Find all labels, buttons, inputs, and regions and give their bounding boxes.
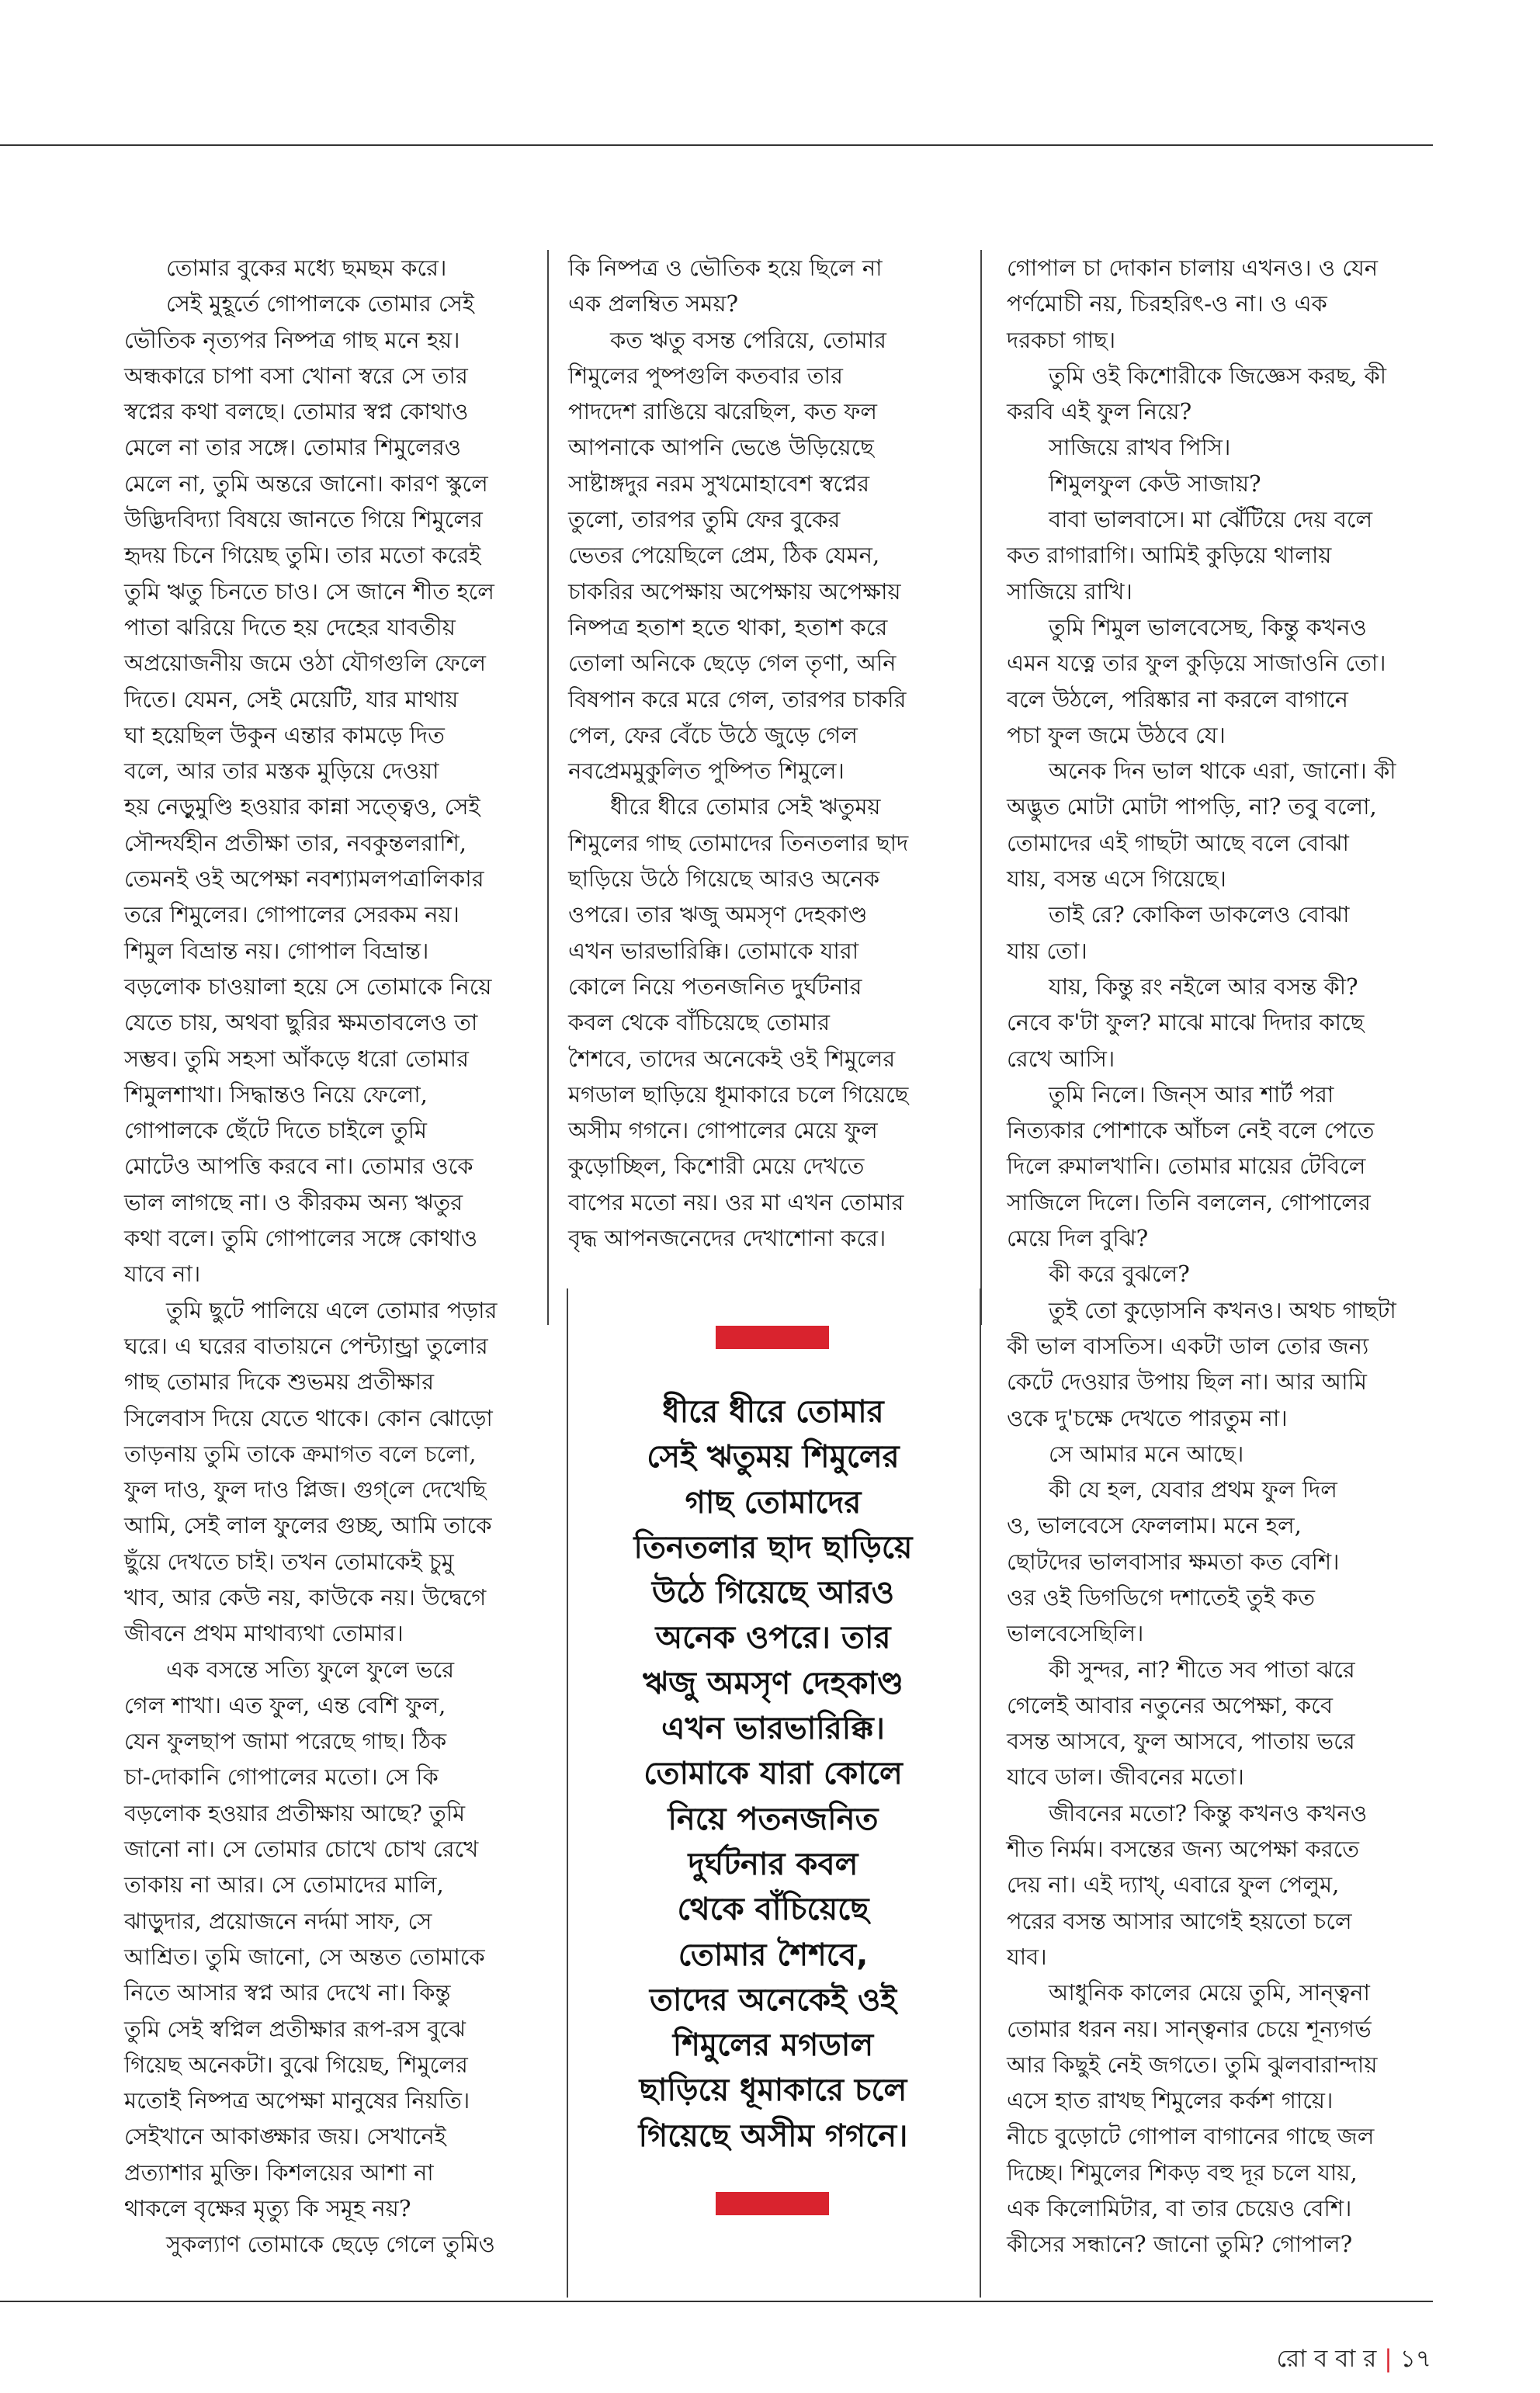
text-line: মগডাল ছাড়িয়ে ধূমাকারে চলে গিয়েছে (568, 1080, 909, 1108)
text-line: আর কিছুই নেই জগতে। তুমি ঝুলবারান্দায় (1007, 2051, 1378, 2078)
text-line: যাবে না। (124, 1261, 201, 1288)
text-line: আপনাকে আপনি ভেঙে উড়িয়েছে (568, 434, 874, 461)
pullquote-line: সেই ঋতুময় শিমুলের (647, 1439, 900, 1476)
text-line: ভেতর পেয়েছিলে প্রেম, ঠিক যেমন, (568, 542, 880, 569)
text-line: যায়, কিন্তু রং নইলে আর বসন্ত কী? (1049, 973, 1358, 1000)
text-line: জানো না। সে তোমার চোখে চোখ রেখে (124, 1836, 479, 1863)
text-line: আধুনিক কালের মেয়ে তুমি, সান্ত্বনা (1049, 1979, 1370, 2006)
text-line: সাজিলে দিলে। তিনি বললেন, গোপালের (1007, 1188, 1371, 1216)
text-line: গোপালকে ছেঁটে দিতে চাইলে তুমি (124, 1117, 428, 1144)
text-line: কোলে নিয়ে পতনজনিত দুর্ঘটনার (568, 973, 862, 1000)
text-line: অদ্ভুত মোটা মোটা পাপড়ি, না? তবু বলো, (1007, 793, 1377, 820)
text-line: চা-দোকানি গোপালের মতো। সে কি (124, 1764, 439, 1791)
text-line: নেবে ক'টা ফুল? মাঝে মাঝে দিদার কাছে (1007, 1009, 1365, 1036)
text-line: সৌন্দর্যহীন প্রতীক্ষা তার, নবকুন্তলরাশি, (124, 829, 467, 856)
text-line: অসীম গগনে। গোপালের মেয়ে ফুল (568, 1117, 878, 1144)
text-line: তুই তো কুড়োসনি কখনও। অথচ গাছটা (1049, 1296, 1396, 1323)
text-line: দিলে রুমালখানি। তোমার মায়ের টেবিলে (1007, 1153, 1366, 1180)
text-line: সেইখানে আকাঙ্ক্ষার জয়। সেখানেই (124, 2123, 446, 2150)
text-line: কবল থেকে বাঁচিয়েছে তোমার (568, 1009, 831, 1036)
pullquote-line: শিমুলের মগডাল (672, 2027, 874, 2064)
text-line: যেতে চায়, অথবা ছুরির ক্ষমতাবলেও তা (124, 1009, 478, 1036)
text-line: সাজিয়ে রাখব পিসি। (1049, 434, 1231, 461)
text-line: ভৌতিক নৃত্যপর নিষ্পত্র গাছ মনে হয়। (124, 326, 460, 353)
text-line: তুমি ঋতু চিনতে চাও। সে জানে শীত হলে (124, 577, 494, 605)
text-line: কেটে দেওয়ার উপায় ছিল না। আর আমি (1007, 1368, 1367, 1396)
text-line: গেলেই আবার নতুনের অপেক্ষা, কবে (1007, 1691, 1333, 1718)
pullquote-line: থেকে বাঁচিয়েছে (677, 1892, 869, 1928)
text-line: এক বসন্তে সত্যি ফুলে ফুলে ভরে (166, 1656, 455, 1683)
pullquote-line: ধীরে ধীরে তোমার (662, 1394, 884, 1430)
text-line: তোমার বুকের মধ্যে ছমছম করে। (166, 255, 447, 281)
pullquote-line: দুর্ঘটনার কবল (688, 1846, 858, 1882)
pullquote-divider-right (980, 1288, 981, 2298)
pullquote-top-bar (716, 1326, 829, 1349)
text-line: কথা বলে। তুমি গোপালের সঙ্গে কোথাও (124, 1225, 478, 1252)
text-line: যায়, বসন্ত এসে গিয়েছে। (1007, 865, 1226, 893)
text-line: বড়লোক হওয়ার প্রতীক্ষায় আছে? তুমি (124, 1799, 466, 1826)
text-line: এমন যত্নে তার ফুল কুড়িয়ে সাজাওনি তো। (1007, 650, 1386, 677)
pullquote (582, 1389, 964, 2159)
text-line: প্রত্যাশার মুক্তি। কিশলয়ের আশা না (124, 2159, 434, 2186)
text-line: কী ভাল বাসতিস। একটা ডাল তোর জন্য (1007, 1332, 1369, 1359)
text-line: তাকায় না আর। সে তোমাদের মালি, (124, 1871, 444, 1899)
text-line: জীবনের মতো? কিন্তু কখনও কখনও (1049, 1799, 1368, 1826)
text-line: দিচ্ছে। শিমুলের শিকড় বহু দূর চলে যায়, (1007, 2159, 1358, 2186)
text-line: সাষ্টাঙ্গদুর নরম সুখমোহাবেশ স্বপ্নের (568, 470, 870, 497)
text-line: মেলে না তার সঙ্গে। তোমার শিমুলেরও (124, 434, 461, 461)
text-line: ভালবেসেছিলি। (1007, 1620, 1144, 1647)
text-line: ঘরে। এ ঘরের বাতায়নে পেন্ট্যান্ড্রা তুলোর (124, 1332, 488, 1359)
pullquote-line: তিনতলার ছাদ ছাড়িয়ে (633, 1529, 913, 1566)
text-line: এক প্রলম্বিত সময়? (568, 290, 739, 317)
text-line: কত রাগারাগি। আমিই কুড়িয়ে থালায় (1007, 542, 1332, 569)
text-line: করবি এই ফুল নিয়ে? (1007, 398, 1192, 425)
page-number: ১৭ (1400, 2345, 1431, 2373)
text-line: পরের বসন্ত আসার আগেই হয়তো চলে (1007, 1907, 1352, 1934)
text-line: সে আমার মনে আছে। (1049, 1440, 1244, 1467)
text-line: ঝাড়ুদার, প্রয়োজনে নর্দমা সাফ, সে (124, 1907, 432, 1934)
text-line: গিয়েছ অনেকটা। বুঝে গিয়েছ, শিমুলের (124, 2051, 468, 2078)
text-line: ছুঁয়ে দেখতে চাই। তখন তোমাকেই চুমু (124, 1548, 454, 1575)
text-line: তাই রে? কোকিল ডাকলেও বোঝা (1049, 901, 1350, 928)
text-line: শিমুল বিভ্রান্ত নয়। গোপাল বিভ্রান্ত। (124, 937, 429, 964)
bottom-rule (0, 2301, 1433, 2302)
pullquote-divider-left (567, 1288, 568, 2298)
text-line: শিমুলের গাছ তোমাদের তিনতলার ছাদ (568, 829, 909, 856)
text-line: হৃদয় চিনে গিয়েছ তুমি। তার মতো করেই (124, 542, 481, 569)
text-line: গোপাল চা দোকান চালায় এখনও। ও যেন (1007, 255, 1379, 281)
article-column-3 (1007, 250, 1434, 2263)
text-line: ছোটদের ভালবাসার ক্ষমতা কত বেশি। (1007, 1548, 1340, 1575)
text-line: সিলেবাস দিয়ে যেতে থাকে। কোন ঝোড়ো (124, 1404, 493, 1431)
text-line: কী যে হল, যেবার প্রথম ফুল দিল (1049, 1476, 1337, 1503)
text-line: পাদদেশ রাঙিয়ে ঝরেছিল, কত ফল (568, 398, 878, 425)
text-line: সুকল্যাণ তোমাকে ছেড়ে গেলে তুমিও (166, 2231, 495, 2258)
footer-separator: | (1384, 2345, 1393, 2373)
pullquote-line: এখন ভারভারিক্কি। (661, 1711, 885, 1747)
text-line: শিমুলফুল কেউ সাজায়? (1049, 470, 1261, 497)
text-line: এসে হাত রাখছ শিমুলের কর্কশ গায়ে। (1007, 2087, 1334, 2114)
text-line: শিমুলের পুষ্পগুলি কতবার তার (568, 362, 843, 389)
pullquote-line: অনেক ওপরে। তার (655, 1620, 891, 1656)
text-line: তেমনই ওই অপেক্ষা নবশ্যামলপত্রালিকার (124, 865, 484, 893)
text-line: বড়লোক চাওয়ালা হয়ে সে তোমাকে নিয়ে (124, 973, 492, 1000)
text-line: তাড়নায় তুমি তাকে ক্রমাগত বলে চলো, (124, 1440, 477, 1467)
text-line: তুমি শিমুল ভালবেসেছ, কিন্তু কখনও (1049, 613, 1367, 640)
pullquote-line: উঠে গিয়েছে আরও (651, 1575, 895, 1611)
text-line: যাবে ডাল। জীবনের মতো। (1007, 1764, 1244, 1791)
text-line: কি নিষ্পত্র ও ভৌতিক হয়ে ছিলে না (568, 255, 883, 281)
text-line: গেল শাখা। এত ফুল, এন্ত বেশি ফুল, (124, 1691, 446, 1718)
top-rule (0, 144, 1433, 146)
text-line: পাতা ঝরিয়ে দিতে হয় দেহের যাবতীয় (124, 613, 456, 640)
text-line: সাজিয়ে রাখি। (1007, 577, 1132, 605)
text-line: যেন ফুলছাপ জামা পরেছে গাছ। ঠিক (124, 1728, 447, 1755)
text-line: উদ্ভিদবিদ্যা বিষয়ে জানতে গিয়ে শিমুলের (124, 506, 483, 533)
text-line: বাবা ভালবাসে। মা ঝেঁটিয়ে দেয় বলে (1049, 506, 1373, 533)
text-line: শীত নির্মম। বসন্তের জন্য অপেক্ষা করতে (1007, 1836, 1360, 1863)
text-line: ওপরে। তার ঋজু অমসৃণ দেহকাণ্ড (568, 901, 868, 928)
text-line: ও, ভালবেসে ফেললাম। মনে হল, (1007, 1512, 1302, 1539)
text-line: কী করে বুঝলে? (1049, 1261, 1190, 1288)
text-line: কত ঋতু বসন্ত পেরিয়ে, তোমার (610, 326, 887, 353)
pullquote-line: নিয়ে পতনজনিত (668, 1801, 879, 1837)
text-line: ওর ওই ডিগডিগে দশাতেই তুই কত (1007, 1583, 1315, 1611)
text-line: পর্ণমোচী নয়, চিরহরিৎ-ও না। ও এক (1007, 290, 1327, 317)
text-line: নিত্যকার পোশাকে আঁচল নেই বলে পেতে (1007, 1117, 1375, 1144)
article-column-2 (568, 250, 956, 1256)
column-divider-right (980, 250, 982, 1325)
text-line: থাকলে বৃক্ষের মৃত্যু কি সমূহ নয়? (124, 2195, 411, 2222)
text-line: দেয় না। এই দ্যাখ্‌, এবারে ফুল পেলুম, (1007, 1871, 1340, 1899)
text-line: মেলে না, তুমি অন্তরে জানো। কারণ স্কুলে (124, 470, 488, 497)
text-line: যাব। (1007, 1943, 1047, 1970)
pullquote-line: তোমার শৈশবে, (678, 1937, 869, 1973)
text-line: নিতে আসার স্বপ্ন আর দেখে না। কিন্তু (124, 1979, 451, 2006)
text-line: দরকচা গাছ। (1007, 326, 1116, 353)
text-line: জীবনে প্রথম মাথাব্যথা তোমার। (124, 1620, 404, 1647)
pullquote-line: ঋজু অমসৃণ দেহকাণ্ড (643, 1665, 904, 1701)
text-line: অনেক দিন ভাল থাকে এরা, জানো। কী (1049, 758, 1396, 785)
text-line: তুমি নিলে। জিন্‌স আর শার্ট পরা (1049, 1080, 1334, 1108)
pullquote-line: গিয়েছে অসীম গগনে। (638, 2117, 908, 2154)
text-line: ওকে দু'চক্ষে দেখতে পারতুম না। (1007, 1404, 1288, 1431)
text-line: বৃদ্ধ আপনজনেদের দেখাশোনা করে। (568, 1225, 886, 1252)
column-divider-left (547, 250, 549, 1325)
text-line: মেয়ে দিল বুঝি? (1007, 1225, 1149, 1252)
text-line: দিতে। যেমন, সেই মেয়েটি, যার মাথায় (124, 685, 459, 713)
text-line: নবপ্রেমমুকুলিত পুষ্পিত শিমুলে। (568, 758, 845, 785)
text-line: সম্ভব। তুমি সহসা আঁকড়ে ধরো তোমার (124, 1045, 469, 1072)
text-line: বিষপান করে মরে গেল, তারপর চাকরি (568, 685, 907, 713)
text-line: নিষ্পত্র হতাশ হতে থাকা, হতাশ করে (568, 613, 888, 640)
text-line: যায় তো। (1007, 937, 1087, 964)
text-line: চাকরির অপেক্ষায় অপেক্ষায় অপেক্ষায় (568, 577, 901, 605)
text-line: স্বপ্নের কথা বলছে। তোমার স্বপ্ন কোথাও (124, 398, 469, 425)
text-line: সেই মুহূর্তে গোপালকে তোমার সেই (166, 290, 474, 317)
text-line: আমি, সেই লাল ফুলের গুচ্ছ, আমি তাকে (124, 1512, 492, 1539)
text-line: অপ্রয়োজনীয় জমে ওঠা যৌগগুলি ফেলে (124, 650, 486, 677)
text-line: গাছ তোমার দিকে শুভময় প্রতীক্ষার (124, 1368, 435, 1396)
text-line: খাব, আর কেউ নয়, কাউকে নয়। উদ্বেগে (124, 1583, 487, 1611)
pullquote-line: তাদের অনেকেই ওই (649, 1982, 897, 2018)
text-line: মোটেও আপত্তি করবে না। তোমার ওকে (124, 1153, 473, 1180)
pullquote-line: গাছ তোমাদের (685, 1484, 862, 1521)
text-line: পচা ফুল জমে উঠবে যে। (1007, 721, 1226, 748)
text-line: রেখে আসি। (1007, 1045, 1115, 1072)
text-line: পেল, ফের বেঁচে উঠে জুড়ে গেল (568, 721, 858, 748)
text-line: তুমি ছুটে পালিয়ে এলে তোমার পড়ার (166, 1296, 498, 1323)
text-line: ধীরে ধীরে তোমার সেই ঋতুময় (610, 793, 881, 820)
text-line: মতোই নিষ্পত্র অপেক্ষা মানুষের নিয়তি। (124, 2087, 470, 2114)
text-line: তোলা অনিকে ছেড়ে গেল তৃণা, অনি (568, 650, 897, 677)
page-footer (1277, 2340, 1431, 2381)
text-line: শিমুলশাখা। সিদ্ধান্তও নিয়ে ফেলো, (124, 1080, 428, 1108)
text-line: অন্ধকারে চাপা বসা খোনা স্বরে সে তার (124, 362, 468, 389)
text-line: বসন্ত আসবে, ফুল আসবে, পাতায় ভরে (1007, 1728, 1355, 1755)
text-line: ঘা হয়েছিল উকুন এন্তার কামড়ে দিত (124, 721, 445, 748)
pullquote-bottom-bar (716, 2192, 829, 2215)
text-line: এখন ভারভারিক্কি। তোমাকে যারা (568, 937, 859, 964)
text-line: ফুল দাও, ফুল দাও প্লিজ। গুগ্‌লে দেখেছি (124, 1476, 487, 1503)
text-line: কুড়োচ্ছিল, কিশোরী মেয়ে দেখতে (568, 1153, 865, 1180)
text-line: কীসের সন্ধানে? জানো তুমি? গোপাল? (1007, 2231, 1353, 2258)
pullquote-line: ছাড়িয়ে ধূমাকারে চলে (639, 2072, 907, 2109)
text-line: শৈশবে, তাদের অনেকেই ওই শিমুলের (568, 1045, 896, 1072)
text-line: তুমি সেই স্বপ্নিল প্রতীক্ষার রূপ-রস বুঝে (124, 2015, 466, 2042)
text-line: এক কিলোমিটার, বা তার চেয়েও বেশি। (1007, 2195, 1352, 2222)
text-line: আশ্রিত। তুমি জানো, সে অন্তত তোমাকে (124, 1943, 485, 1970)
magazine-name: রো ব বা র (1276, 2345, 1377, 2373)
text-line: বলে উঠলে, পরিষ্কার না করলে বাগানে (1007, 685, 1348, 713)
text-line: বাপের মতো নয়। ওর মা এখন তোমার (568, 1188, 904, 1216)
text-line: তোমার ধরন নয়। সান্ত্বনার চেয়ে শূন্যগর্ভ (1007, 2015, 1372, 2042)
text-line: নীচে বুড়োটে গোপাল বাগানের গাছে জল (1007, 2123, 1375, 2150)
pullquote-line: তোমাকে যারা কোলে (643, 1756, 903, 1792)
text-line: ছাড়িয়ে উঠে গিয়েছে আরও অনেক (568, 865, 880, 893)
text-line: বলে, আর তার মস্তক মুড়িয়ে দেওয়া (124, 758, 439, 785)
article-column-1 (124, 250, 528, 2263)
text-line: তরে শিমুলের। গোপালের সেরকম নয়। (124, 901, 460, 928)
text-line: তোমাদের এই গাছটা আছে বলে বোঝা (1007, 829, 1349, 856)
text-line: তুলো, তারপর তুমি ফের বুকের (568, 506, 841, 533)
text-line: হয় নেড়ুমুণ্ডি হওয়ার কান্না সত্ত্বেও, সেই (124, 793, 480, 820)
text-line: তুমি ওই কিশোরীকে জিজ্ঞেস করছ, কী (1049, 362, 1387, 389)
text-line: ভাল লাগছে না। ও কীরকম অন্য ঋতুর (124, 1188, 463, 1216)
text-line: কী সুন্দর, না? শীতে সব পাতা ঝরে (1049, 1656, 1355, 1683)
